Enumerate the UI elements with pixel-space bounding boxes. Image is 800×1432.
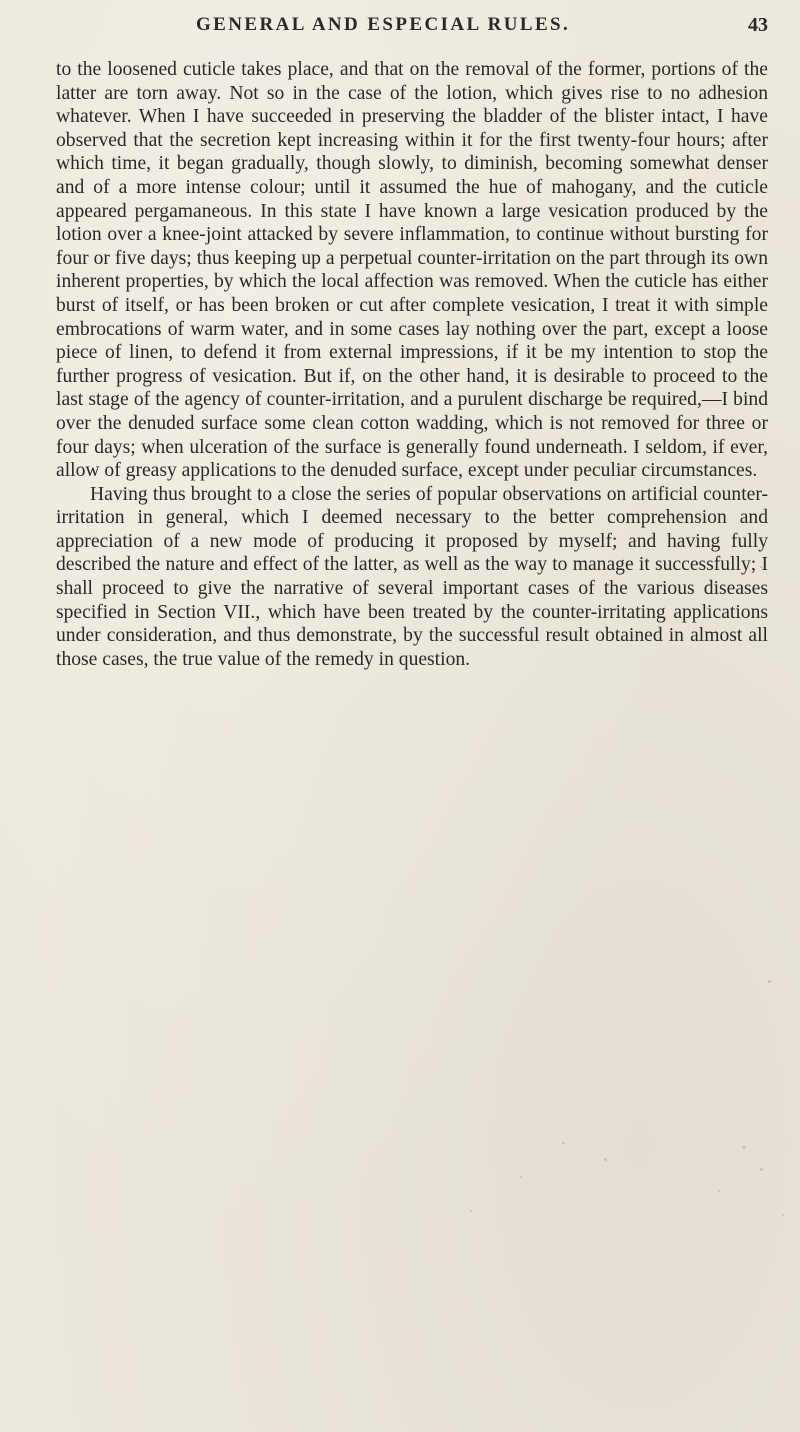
paper-speck (470, 1210, 472, 1212)
paper-speck (520, 1176, 522, 1178)
paper-speck (760, 566, 763, 568)
page-number: 43 (748, 14, 768, 36)
paper-speck (718, 1190, 720, 1192)
paper-speck (742, 1146, 746, 1149)
paper-speck (604, 1158, 607, 1161)
paper-speck (782, 1214, 784, 1216)
page-header (196, 14, 776, 44)
body-text (56, 58, 768, 671)
paper-speck (760, 1168, 763, 1171)
paper-speck (562, 1142, 565, 1144)
paragraph-1: to the loosened cuticle takes place, and that on the removal of the former, portions of the latter are torn away. Not so in the case of the lotion, which gives rise to no adhesion whatever. When I have succeeded in preserving the bladder of the blister intact, I have observed that the secretion kept increasing within it for the first twenty-four hours; after which time, it began gradually, though slowly, to diminish, becoming somewhat denser and of a more intense colour; until it assumed the hue of mahogany, and the cuticle appeared pergamaneous. In this state I have known a large vesication produced by the lotion over a knee-joint attacked by severe inflammation, to continue without bursting for four or five days; thus keeping up a perpetual counter-irritation on the part through its own inherent properties, by which the local affection was removed. When the cuticle has either burst of itself, or has been broken or cut after complete vesication, I treat it with simple embrocations of warm water, and in some cases lay nothing over the part, except a loose piece of linen, to defend it from external impressions, if it be my intention to stop the further progress of vesication. But if, on the other hand, it is desirable to proceed to the last stage of the agency of counter-irritation, and a purulent discharge be required,—I bind over the denuded surface some clean cotton wadding, which is not removed for three or four days; when ulceration of the surface is generally found underneath. I seldom, if ever, allow of greasy applications to the denuded surface, except under peculiar circumstances. (56, 59, 768, 482)
running-head: GENERAL AND ESPECIAL RULES. (196, 14, 571, 35)
paragraph-2: Having thus brought to a close the series of popular observations on artificial counter-irritation in general, which I deemed necessary to the better comprehension and appreciation of a new mode of producing it proposed by myself; and having fully described the nature and effect of the latter, as well as the way to manage it successfully; I shall proceed to give the narrative of several important cases of the various diseases specified in Section VII., which have been treated by the counter-irritating applications under consideration, and thus demonstrate, by the successful result obtained in almost all those cases, the true value of the remedy in question. (56, 483, 768, 670)
paper-speck (768, 980, 771, 983)
